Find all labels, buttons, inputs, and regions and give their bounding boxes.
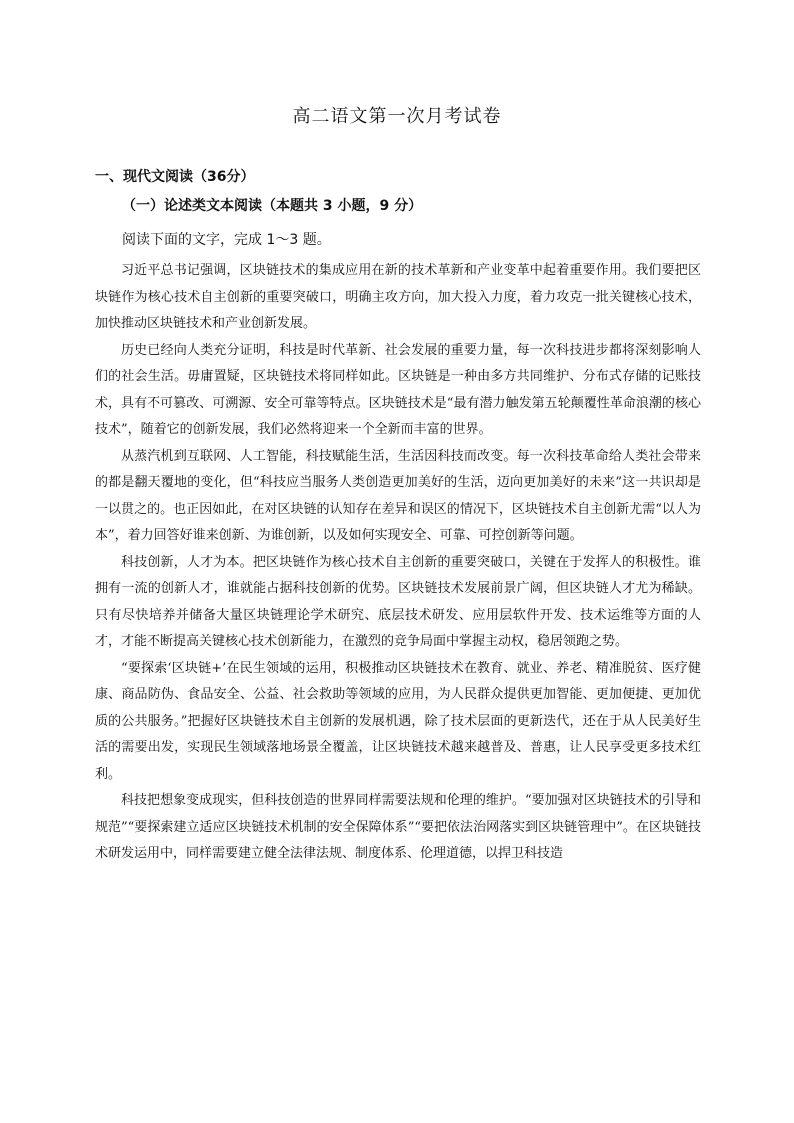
section-heading: 一、现代文阅读（36分）	[95, 169, 255, 185]
passage-paragraph: 历史已经向人类充分证明，科技是时代革新、社会发展的重要力量，每一次科技进步都将深刻影响人们的社会生活。毋庸置疑，区块链技术将同样如此。区块链是一种由多方共同维护、分布式存储的记账技术，具有不可篡改、可溯源、安全可靠等特点。区块链技术是“最有潜力触发第五轮颠覆性革命浪潮的核心技术”，随着它的创新发展，我们必然将迎来一个全新而丰富的世界。	[95, 342, 701, 437]
reading-passage	[95, 258, 701, 868]
subsection-heading: （一）论述类文本阅读（本题共 3 小题，9 分）	[122, 198, 423, 214]
passage-paragraph: “要探索‘区块链+’在民生领域的运用，积极推动区块链技术在教育、就业、养老、精准脱贫、医疗健康、商品防伪、食品安全、公益、社会救助等领域的应用，为人民群众提供更加智能、更加便捷、更加优质的公共服务。”把握好区块链技术自主创新的发展机遇，除了技术层面的更新迭代，还在于从人民美好生活的需要出发，实现民生领域落地场景全覆盖，让区块链技术越来越普及、普惠，让人民享受更多技术红利。	[95, 660, 701, 782]
passage-paragraph: 习近平总书记强调，区块链技术的集成应用在新的技术革新和产业变革中起着重要作用。我们要把区块链作为核心技术自主创新的重要突破口，明确主攻方向，加大投入力度，着力攻克一批关键核心技术，加快推动区块链技术和产业创新发展。	[95, 263, 701, 331]
page-title: 高二语文第一次月考试卷	[292, 106, 502, 127]
passage-paragraph: 从蒸汽机到互联网、人工智能，科技赋能生活，生活因科技而改变。每一次科技革命给人类社会带来的都是翻天覆地的变化，但“科技应当服务人类创造更加美好的生活，迈向更加美好的未来”这一共识却是一以贯之的。也正因如此，在对区块链的认知存在差异和误区的情况下，区块链技术自主创新尤需“以人为本”，着力回答好谁来创新、为谁创新，以及如何实现安全、可靠、可控创新等问题。	[95, 448, 701, 543]
reading-instruction: 阅读下面的文字，完成 1～3 题。	[122, 232, 331, 248]
passage-paragraph: 科技创新，人才为本。把区块链作为核心技术自主创新的重要突破口，关键在于发挥人的积极性。谁拥有一流的创新人才，谁就能占据科技创新的优势。区块链技术发展前景广阔，但区块链人才尤为稀缺。只有尽快培养并储备大量区块链理论学术研究、底层技术研发、应用层软件开发、技术运维等方面的人才，才能不断提高关键核心技术创新能力，在激烈的竞争局面中掌握主动权，稳居领跑之势。	[95, 554, 701, 649]
passage-paragraph: 科技把想象变成现实，但科技创造的世界同样需要法规和伦理的维护。“要加强对区块链技术的引导和规范”“要探索建立适应区块链技术机制的安全保障体系”“要把依法治网落实到区块链管理中”。在区块链技术研发运用中，同样需要建立健全法律法规、制度体系、伦理道德，以捍卫科技造	[95, 793, 701, 861]
